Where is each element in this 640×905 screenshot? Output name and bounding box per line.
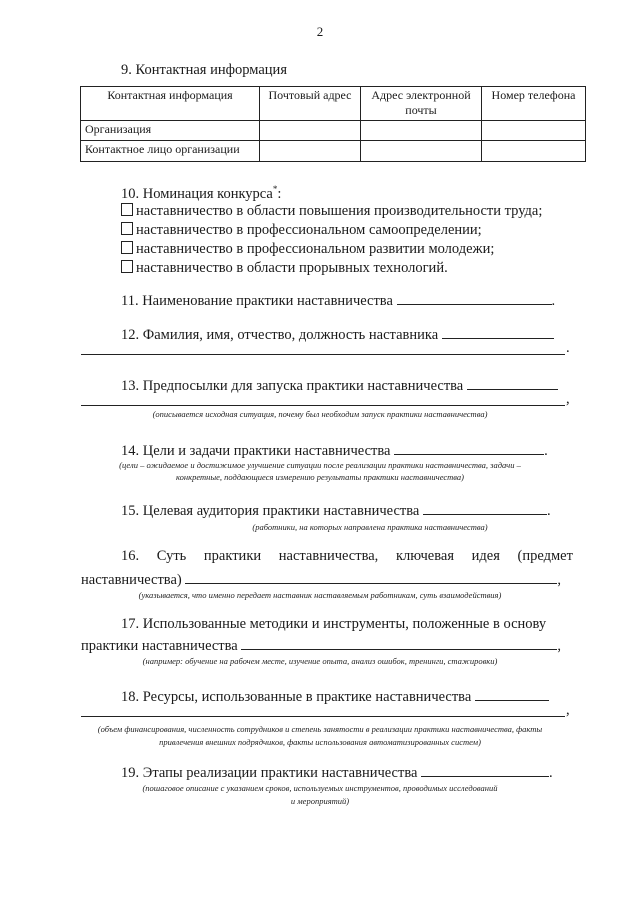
section-19-hint-line2: и мероприятий) (290, 796, 350, 806)
period: . (551, 293, 556, 309)
option-label: наставничество в профессиональном самоопределении; (136, 222, 482, 238)
checkbox-icon[interactable] (121, 241, 133, 254)
nomination-option[interactable] (121, 203, 542, 220)
section-9-title: 9. Контактная информация (121, 62, 287, 78)
row-organization-label: Организация (81, 121, 260, 141)
comma: , (557, 638, 561, 654)
section-15-hint: (работники, на которых направлена практика наставничества) (252, 522, 488, 532)
section-19-label: 19. Этапы реализации практики наставничества (121, 765, 418, 781)
checkbox-icon[interactable] (121, 222, 133, 235)
contact-info-table (80, 86, 586, 162)
word: практики (203, 548, 262, 564)
section-16-label2: наставничества) (81, 572, 182, 588)
section-16-line2 (81, 569, 561, 589)
header-email: Адрес электронной почты (361, 87, 482, 121)
section-18-hint-line1: (объем финансирования, численность сотрудников и степень занятости в реализации практики наставничества, факты (97, 724, 543, 734)
section-10-label: 10. Номинация конкурса (121, 185, 273, 202)
option-label: наставничество в области прорывных технологий. (136, 260, 448, 276)
essence-field[interactable] (185, 569, 557, 584)
section-11 (121, 290, 555, 310)
section-15-label: 15. Целевая аудитория практики наставничества (121, 503, 420, 519)
word: Суть (156, 548, 187, 564)
header-contact-info: Контактная информация (81, 87, 260, 121)
stages-field[interactable] (421, 762, 549, 777)
section-14-hint-line1: (цели – ожидаемое и достижимое улучшение ситуации после реализации практики наставничества, задачи – (119, 460, 521, 470)
prerequisites-field[interactable] (467, 375, 558, 390)
postal-address-cell[interactable] (260, 121, 361, 141)
comma: , (566, 391, 570, 407)
comma: , (566, 702, 570, 718)
checkbox-icon[interactable] (121, 203, 133, 216)
section-14-hint-line2: конкретные, поддающиеся измерению результаты практики наставничества) (176, 472, 464, 482)
header-postal-address: Почтовый адрес (260, 87, 361, 121)
word: 16. (121, 548, 140, 564)
section-11-label: 11. Наименование практики наставничества (121, 293, 393, 309)
postal-address-cell[interactable] (260, 141, 361, 162)
email-cell[interactable] (361, 121, 482, 141)
option-label: наставничество в профессиональном развитии молодежи; (136, 241, 495, 257)
section-13-label: 13. Предпосылки для запуска практики наставничества (121, 378, 464, 394)
section-18-label: 18. Ресурсы, использованные в практике наставничества (121, 689, 472, 705)
period: . (549, 765, 553, 781)
header-phone: Номер телефона (482, 87, 586, 121)
table-header-row (81, 87, 586, 121)
email-cell[interactable] (361, 141, 482, 162)
word: идея (471, 548, 500, 564)
table-row (81, 141, 586, 162)
mentor-name-field[interactable] (442, 324, 554, 339)
word: ключевая (395, 548, 454, 564)
section-14-label: 14. Цели и задачи практики наставничества (121, 443, 391, 459)
section-12-label: 12. Фамилия, имя, отчество, должность наставника (121, 327, 439, 343)
section-17-label2: практики наставничества (81, 638, 238, 654)
comma: , (557, 572, 561, 588)
section-13 (121, 375, 558, 395)
option-label: наставничество в области повышения производительности труда; (136, 203, 543, 219)
section-15 (121, 500, 551, 520)
practice-name-field[interactable] (397, 290, 552, 305)
table-row (81, 121, 586, 141)
nomination-option[interactable] (121, 260, 448, 277)
nomination-option[interactable] (121, 222, 482, 239)
goals-field[interactable] (394, 440, 544, 455)
section-18-hint-line2: привлечения внешних подрядчиков, факты использования автоматизированных систем) (159, 737, 481, 747)
section-19 (121, 762, 553, 782)
phone-cell[interactable] (482, 141, 586, 162)
section-14 (121, 440, 548, 460)
phone-cell[interactable] (482, 121, 586, 141)
section-16-line1 (121, 548, 573, 565)
section-13-hint: (описывается исходная ситуация, почему был необходим запуск практики наставничества) (152, 409, 488, 419)
resources-field-line2[interactable] (81, 716, 565, 717)
word: (предмет (517, 548, 573, 564)
nomination-option[interactable] (121, 241, 494, 258)
period: . (566, 340, 570, 356)
checkbox-icon[interactable] (121, 260, 133, 273)
methods-field[interactable] (241, 635, 557, 650)
footnote-mark: * (272, 184, 278, 194)
section-18 (121, 686, 549, 706)
resources-field[interactable] (475, 686, 549, 701)
section-10-colon: : (277, 185, 282, 202)
row-contact-person-label: Контактное лицо организации (81, 141, 260, 162)
section-10-title (121, 184, 281, 203)
section-16-hint: (указывается, что именно передает наставник наставляемым работникам, суть взаимодействия) (138, 590, 502, 600)
section-17-line2 (81, 635, 561, 655)
section-17-line1: 17. Использованные методики и инструменты, положенные в основу (121, 616, 547, 632)
prerequisites-field-line2[interactable] (81, 405, 565, 406)
period: . (546, 503, 551, 519)
section-17-hint: (например: обучение на рабочем месте, изучение опыта, анализ ошибок, тренинги, стажировки) (142, 656, 498, 666)
target-audience-field[interactable] (423, 500, 547, 515)
word: наставничества, (278, 548, 379, 564)
page-number: 2 (316, 24, 324, 39)
period: . (544, 443, 548, 459)
section-12 (121, 324, 554, 344)
mentor-name-field-line2[interactable] (81, 354, 565, 355)
section-19-hint-line1: (пошаговое описание с указанием сроков, используемых инструментов, проводимых исследований (142, 783, 498, 793)
